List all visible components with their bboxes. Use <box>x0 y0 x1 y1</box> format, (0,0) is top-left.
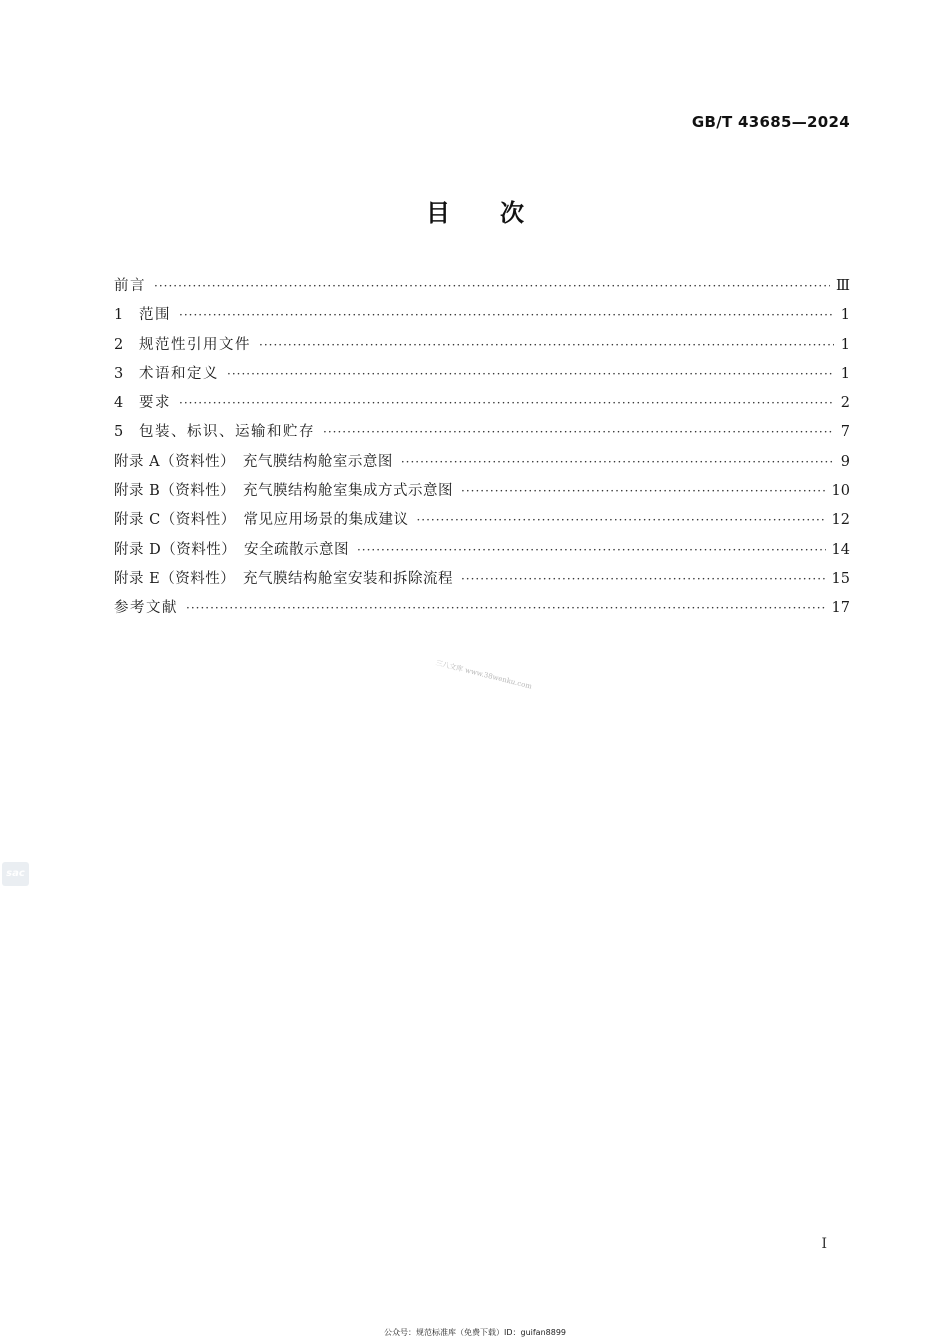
toc-item-number: 2 <box>114 336 124 353</box>
toc-item-label: 前言 <box>114 278 146 294</box>
toc-title: 目次 <box>426 199 574 227</box>
toc-item-label: 术语和定义 <box>139 365 219 382</box>
toc-item-label: 附录 B（资料性） 充气膜结构舱室集成方式示意图 <box>114 483 454 500</box>
toc-item-annex-a[interactable] <box>114 448 850 477</box>
toc-leader-dots <box>461 565 826 594</box>
toc-item-label: 要求 <box>139 395 171 412</box>
toc-leader-dots <box>323 418 834 447</box>
toc-item-label: 附录 E（资料性） 充气膜结构舱室安装和拆除流程 <box>114 570 453 587</box>
toc-item-page: 1 <box>840 307 850 324</box>
toc-item-number: 5 <box>114 424 124 441</box>
toc-item-label: 附录 A（资料性） 充气膜结构舱室示意图 <box>114 453 393 470</box>
toc-item-packaging[interactable] <box>114 418 850 447</box>
toc-leader-dots <box>416 506 825 535</box>
toc-leader-dots <box>259 331 834 360</box>
toc-item-label: 包装、标识、运输和贮存 <box>139 424 315 441</box>
toc-item-page: 15 <box>831 570 850 587</box>
toc-leader-dots <box>186 594 826 623</box>
toc-item-foreword[interactable] <box>114 272 850 301</box>
toc-leader-dots <box>461 477 826 506</box>
watermark: 三八文库 www.38wenku.com <box>434 658 533 691</box>
toc-item-annex-b[interactable] <box>114 477 850 506</box>
toc-leader-dots <box>357 536 826 565</box>
toc-item-scope[interactable] <box>114 301 850 330</box>
toc-item-requirements[interactable] <box>114 389 850 418</box>
toc-item-number: 1 <box>114 307 124 324</box>
toc-item-terms-definitions[interactable] <box>114 360 850 389</box>
toc-item-label: 范围 <box>139 307 171 324</box>
toc-item-page: Ⅲ <box>836 278 850 294</box>
toc-item-bibliography[interactable] <box>114 594 850 623</box>
toc-item-number: 4 <box>114 395 124 412</box>
toc-item-number: 3 <box>114 365 124 382</box>
sac-logo-icon: sac <box>2 862 29 886</box>
toc-item-page: 14 <box>831 541 850 558</box>
toc-item-normative-references[interactable] <box>114 331 850 360</box>
toc-item-page: 7 <box>840 424 850 441</box>
toc-item-page: 17 <box>831 600 850 617</box>
toc-leader-dots <box>179 301 834 330</box>
toc-item-page: 2 <box>840 395 850 412</box>
toc-item-annex-c[interactable] <box>114 506 850 535</box>
toc-leader-dots <box>179 389 834 418</box>
toc-item-label: 参考文献 <box>114 600 178 617</box>
toc-item-label: 规范性引用文件 <box>139 336 251 353</box>
footer-note: 公众号：规范标准库（免费下载）ID：guifan8899 <box>383 1328 567 1337</box>
toc-leader-dots <box>154 272 830 301</box>
toc-item-annex-d[interactable] <box>114 536 850 565</box>
standard-code: GB/T 43685—2024 <box>691 113 850 131</box>
toc-item-page: 1 <box>840 336 850 353</box>
toc-leader-dots <box>401 448 834 477</box>
table-of-contents <box>114 272 850 624</box>
toc-item-label: 附录 C（资料性） 常见应用场景的集成建议 <box>114 512 409 529</box>
toc-item-page: 9 <box>840 453 850 470</box>
toc-item-label: 附录 D（资料性） 安全疏散示意图 <box>114 541 349 558</box>
toc-item-page: 1 <box>840 365 850 382</box>
toc-leader-dots <box>227 360 834 389</box>
toc-item-annex-e[interactable] <box>114 565 850 594</box>
toc-item-page: 10 <box>831 483 850 500</box>
page-number: I <box>821 1236 827 1252</box>
toc-item-page: 12 <box>831 512 850 529</box>
